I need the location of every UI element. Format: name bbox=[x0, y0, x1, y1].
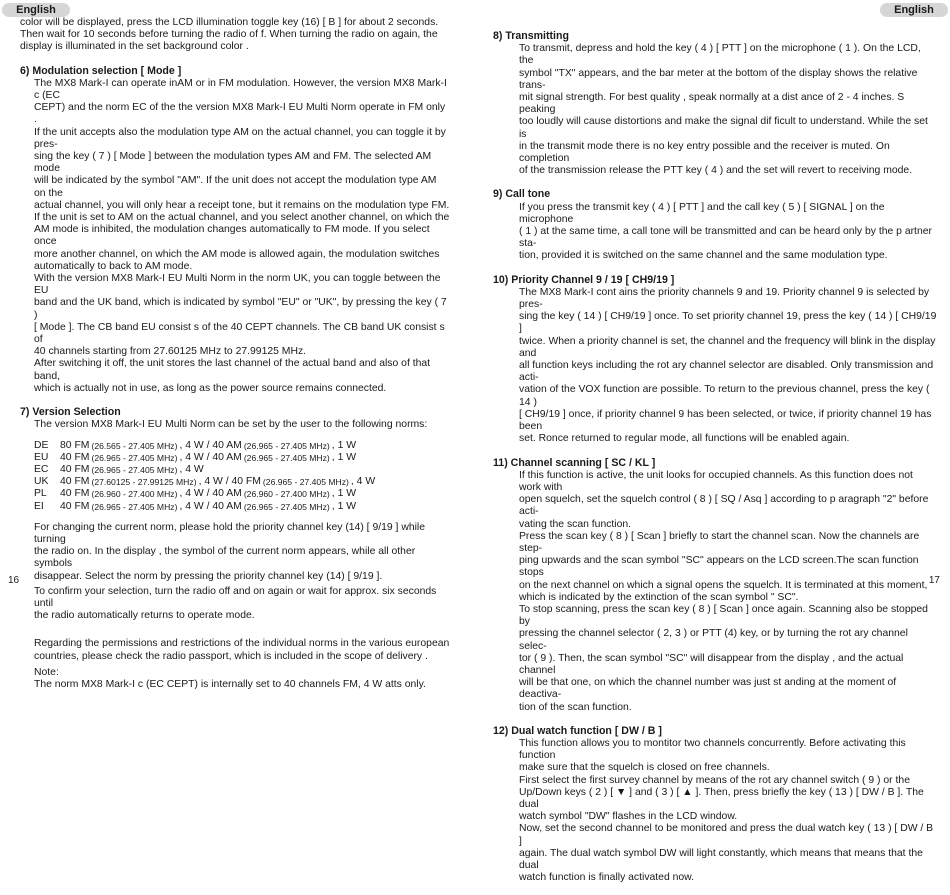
text-line: display is illuminated in the set background color . bbox=[20, 41, 249, 53]
text-line: Then wait for 10 seconds before turning the radio of f. When turning the radio on again, the bbox=[20, 29, 438, 41]
text-line: vation of the VOX function are possible. To return to the previous channel, press the key ( 14 ) bbox=[519, 384, 930, 408]
norm-range: (26.960 - 27.400 MHz) bbox=[91, 489, 178, 500]
text-line: This function allows you to montitor two channels concurrently. Before activating this function bbox=[519, 737, 906, 762]
section-body bbox=[519, 287, 937, 446]
text-line: AM mode is inhibited, the modulation changes automatically to FM mode. If you select once bbox=[34, 224, 430, 248]
text-line: With the version MX8 Mark-I EU Multi Norm in the norm UK, you can toggle between the EU bbox=[34, 273, 441, 297]
text-line: set. Ronce returned to regular mode, all functions will be enabled again. bbox=[519, 433, 850, 445]
text-line: Press the scan key ( 8 ) [ Scan ] briefly to start the channel scan. Now the channels are step- bbox=[519, 530, 920, 554]
norm-power-2: , 1 W bbox=[331, 500, 357, 512]
text-line: open squelch, set the squelch control ( 8 ) [ SQ / Asq ] according to p aragraph "2" before acti- bbox=[519, 494, 929, 518]
norm-channels: 40 FM bbox=[60, 463, 90, 475]
text-line: twice. When a priority channel is set, the channel and the frequency will blink in the display and bbox=[519, 335, 936, 359]
text-line: To transmit, depress and hold the key ( 4 ) [ PTT ] on the microphone ( 1 ). On the LCD, the bbox=[519, 43, 921, 67]
text-line: symbol "TX" appears, and the bar meter at the bottom of the display shows the relative trans- bbox=[519, 67, 918, 91]
text-line: ping upwards and the scan symbol "SC" appears on the LCD screen.The scan function stops bbox=[519, 555, 919, 579]
text-line: will be indicated by the symbol "AM". If the unit does not accept the modulation type AM on the bbox=[34, 175, 437, 199]
language-tab-right: English bbox=[880, 3, 948, 17]
regard-paragraph bbox=[34, 638, 450, 662]
version-intro: The version MX8 Mark-I EU Multi Norm can be set by the user to the following norms: bbox=[34, 419, 428, 431]
language-tab-left: English bbox=[2, 3, 70, 17]
text-line: pressing the channel selector ( 2, 3 ) or PTT (4) key, or by turning the rot ary channel selec- bbox=[519, 628, 908, 652]
text-line: disappear. Select the norm by pressing the priority channel key (14) [ 9/19 ]. bbox=[34, 570, 383, 582]
norm-power: , 4 W / 40 AM bbox=[179, 439, 242, 451]
text-line: on the next channel on which a signal opens the squelch. It is terminated at this moment, bbox=[519, 579, 928, 591]
text-line: After switching it off, the unit stores the last channel of the actual band and also of that band, bbox=[34, 358, 431, 382]
confirm-paragraph bbox=[34, 586, 450, 623]
norm-power: , 4 W / 40 AM bbox=[179, 451, 242, 463]
section-version bbox=[20, 406, 450, 691]
norm-range: (26.965 - 27.405 MHz) bbox=[91, 464, 178, 475]
norm-row bbox=[34, 464, 450, 476]
text-line: countries, please check the radio passport, which is included in the scope of delivery . bbox=[34, 650, 428, 662]
text-line: Now, set the second channel to be monitored and press the dual watch key ( 13 ) [ DW / B ] bbox=[519, 823, 934, 847]
norm-range: (26.565 - 27.405 MHz) bbox=[91, 440, 178, 451]
text-line: First select the first survey channel by means of the rot ary channel switch ( 9 ) or the bbox=[519, 774, 910, 786]
norm-row bbox=[34, 440, 450, 452]
norm-power: , 4 W / 40 AM bbox=[179, 488, 242, 500]
text-line: Regarding the permissions and restrictions of the individual norms in the various european bbox=[34, 638, 450, 650]
section-body bbox=[34, 419, 450, 691]
text-line: If you press the transmit key ( 4 ) [ PTT ] and the call key ( 5 ) [ SIGNAL ] on the microphone bbox=[519, 201, 885, 225]
text-line: tor ( 9 ). Then, the scan symbol "SC" will disappear from the display , and the actual channel bbox=[519, 652, 904, 676]
section-title: 6) Modulation selection [ Mode ] bbox=[20, 64, 182, 77]
text-line: The MX8 Mark-I can operate inAM or in FM modulation. However, the version MX8 Mark-I c (EC bbox=[34, 77, 447, 102]
text-line: watch symbol "DW" flashes in the LCD window. bbox=[519, 811, 738, 823]
section-title: 7) Version Selection bbox=[20, 406, 121, 419]
section-channel-scanning bbox=[493, 457, 937, 714]
norm-row bbox=[34, 452, 450, 464]
text-line: automatically to back to AM mode. bbox=[34, 260, 193, 272]
norm-power: , 4 W / 40 AM bbox=[179, 500, 242, 512]
norm-channels: 40 FM bbox=[60, 476, 90, 488]
norm-power-2: , 4 W bbox=[350, 476, 376, 488]
norm-row bbox=[34, 476, 450, 488]
text-line: again. The dual watch symbol DW will light constantly, which means that means that the dual bbox=[519, 847, 923, 871]
text-line: If the unit accepts also the modulation type AM on the actual channel, you can toggle it by pres- bbox=[34, 126, 446, 150]
text-line: band and the UK band, which is indicated by symbol "EU" or "UK", by pressing the key ( 7 ) bbox=[34, 297, 447, 321]
text-line: the radio automatically returns to operate mode. bbox=[34, 610, 255, 622]
norm-code: DE bbox=[34, 439, 49, 451]
section-body bbox=[34, 78, 450, 395]
text-line: 40 channels starting from 27.60125 MHz to 27.99125 MHz. bbox=[34, 346, 307, 358]
text-line: make sure that the squelch is closed on free channels. bbox=[519, 762, 770, 774]
section-dual-watch bbox=[493, 725, 937, 885]
text-line: For changing the current norm, please hold the priority channel key (14) [ 9/19 ] while turning bbox=[34, 521, 426, 545]
norm-power-2: , 1 W bbox=[331, 451, 357, 463]
right-page bbox=[475, 0, 950, 884]
text-line: vating the scan function. bbox=[519, 518, 632, 530]
section-call-tone bbox=[493, 188, 937, 262]
section-body bbox=[519, 202, 937, 263]
text-line: all function keys including the rot ary channel selector are disabled. Only transmission and acti- bbox=[519, 360, 934, 384]
text-line: watch function is finally activated now. bbox=[519, 872, 695, 884]
section-body bbox=[519, 43, 937, 177]
text-line: The MX8 Mark-I cont ains the priority channels 9 and 19. Priority channel 9 is selected by pres- bbox=[519, 286, 930, 311]
section-title: 8) Transmitting bbox=[493, 30, 569, 42]
section-title: 9) Call tone bbox=[493, 188, 551, 201]
norm-code: EU bbox=[34, 451, 49, 463]
section-body bbox=[519, 470, 937, 714]
norm-channels: 80 FM bbox=[60, 439, 90, 451]
section-modulation bbox=[20, 65, 450, 395]
text-line: tion, provided it is switched on the same channel and the same modulation type. bbox=[519, 250, 888, 262]
norm-range-2: (26.965 - 27.405 MHz) bbox=[243, 440, 330, 451]
note-label: Note: bbox=[34, 666, 59, 678]
text-line: CEPT) and the norm EC of the the version MX8 Mark-I EU Multi Norm operate in FM only . bbox=[34, 102, 446, 126]
section-title: 10) Priority Channel 9 / 19 [ CH9/19 ] bbox=[493, 273, 675, 286]
page-number-right: 17 bbox=[928, 575, 940, 586]
text-line: in the transmit mode there is no key entry possible and the receiver is muted. On completion bbox=[519, 140, 890, 165]
text-line: tion of the scan function. bbox=[519, 701, 632, 713]
change-paragraph bbox=[34, 522, 450, 583]
intro-paragraph bbox=[20, 17, 450, 54]
section-priority-channel bbox=[493, 274, 937, 446]
text-line: If the unit is set to AM on the actual channel, and you select another channel, on which the bbox=[34, 212, 450, 224]
text-line: actual channel, you will only hear a receipt tone, but it remains on the modulation type FM. bbox=[34, 199, 450, 211]
norm-channels: 40 FM bbox=[60, 451, 90, 463]
text-line: sing the key ( 14 ) [ CH9/19 ] once. To set priority channel 19, press the key ( 14 ) [ CH9/19 ] bbox=[519, 311, 937, 335]
left-content bbox=[20, 17, 450, 702]
text-line: [ Mode ]. The CB band EU consist s of the 40 CEPT channels. The CB band UK consist s of bbox=[34, 321, 445, 346]
norm-code: EI bbox=[34, 500, 44, 512]
norm-code: UK bbox=[34, 476, 49, 488]
norm-channels: 40 FM bbox=[60, 488, 90, 500]
note-text: The norm MX8 Mark-I c (EC CEPT) is internally set to 40 channels FM, 4 W atts only. bbox=[34, 678, 426, 690]
norm-range-2: (26.965 - 27.405 MHz) bbox=[262, 477, 349, 488]
text-line: which is indicated by the extinction of the scan symbol " SC". bbox=[519, 591, 799, 603]
text-line: mit signal strength. For best quality , speak normally at a dist ance of 2 - 4 inches. S peaking bbox=[519, 92, 905, 116]
text-line: of the transmission release the PTT key ( 4 ) and the set will revert to receiving mode. bbox=[519, 165, 913, 177]
text-line: will be that one, on which the channel number was just st anding at the moment of deactiva- bbox=[519, 677, 897, 701]
text-line: sing the key ( 7 ) [ Mode ] between the modulation types AM and FM. The selected AM mode bbox=[34, 151, 432, 175]
section-title: 11) Channel scanning [ SC / KL ] bbox=[493, 456, 656, 469]
text-line: which is actually not in use, as long as the power source remains connected. bbox=[34, 382, 387, 394]
norm-code: EC bbox=[34, 463, 49, 475]
norm-channels: 40 FM bbox=[60, 500, 90, 512]
text-line: If this function is active, the unit looks for occupied channels. As this function does not work with bbox=[519, 469, 913, 493]
text-line: the radio on. In the display , the symbol of the current norm appears, while all other symbols bbox=[34, 546, 416, 570]
norm-range-2: (26.965 - 27.405 MHz) bbox=[243, 501, 330, 512]
norm-range-2: (26.965 - 27.405 MHz) bbox=[243, 452, 330, 463]
left-page bbox=[0, 0, 475, 690]
text-line: color will be displayed, press the LCD illumination toggle key (16) [ B ] for about 2 seconds. bbox=[20, 17, 439, 28]
norm-range: (26.965 - 27.405 MHz) bbox=[91, 501, 178, 512]
norm-power: , 4 W / 40 FM bbox=[198, 476, 261, 488]
norm-power-2: , 1 W bbox=[331, 439, 357, 451]
page-number-left: 16 bbox=[8, 575, 20, 586]
norm-table bbox=[34, 440, 450, 513]
norm-power-2: , 1 W bbox=[331, 488, 357, 500]
text-line: Up/Down keys ( 2 ) [ ▼ ] and ( 3 ) [ ▲ ]. Then, press briefly the key ( 13 ) [ DW / B ]. The dual bbox=[519, 786, 924, 810]
norm-range: (26.965 - 27.405 MHz) bbox=[91, 452, 178, 463]
text-line: too loudly will cause distortions and make the signal dif ficult to understand. While the set is bbox=[519, 116, 928, 140]
right-content bbox=[493, 30, 937, 895]
norm-range-2: (26.960 - 27.400 MHz) bbox=[243, 489, 330, 500]
text-line: [ CH9/19 ] once, if priority channel 9 has been selected, or twice, if priority channel 19 has been bbox=[519, 408, 932, 433]
text-line: ( 1 ) at the same time, a call tone will be transmitted and can be heard only by the p artner sta- bbox=[519, 226, 932, 250]
text-line: To confirm your selection, turn the radio off and on again or wait for approx. six seconds until bbox=[34, 585, 437, 609]
section-body bbox=[519, 738, 937, 884]
norm-range: (27.60125 - 27.99125 MHz) bbox=[91, 477, 197, 488]
text-line: To stop scanning, press the scan key ( 8 ) [ Scan ] once again. Scanning also be stopped by bbox=[519, 603, 928, 628]
norm-row bbox=[34, 488, 450, 500]
section-transmitting bbox=[493, 30, 937, 177]
norm-power: , 4 W bbox=[179, 463, 204, 475]
text-line: more another channel, on which the AM mode is allowed again, the modulation switches bbox=[34, 248, 440, 260]
section-title: 12) Dual watch function [ DW / B ] bbox=[493, 724, 662, 737]
norm-code: PL bbox=[34, 488, 47, 500]
norm-row bbox=[34, 501, 450, 513]
